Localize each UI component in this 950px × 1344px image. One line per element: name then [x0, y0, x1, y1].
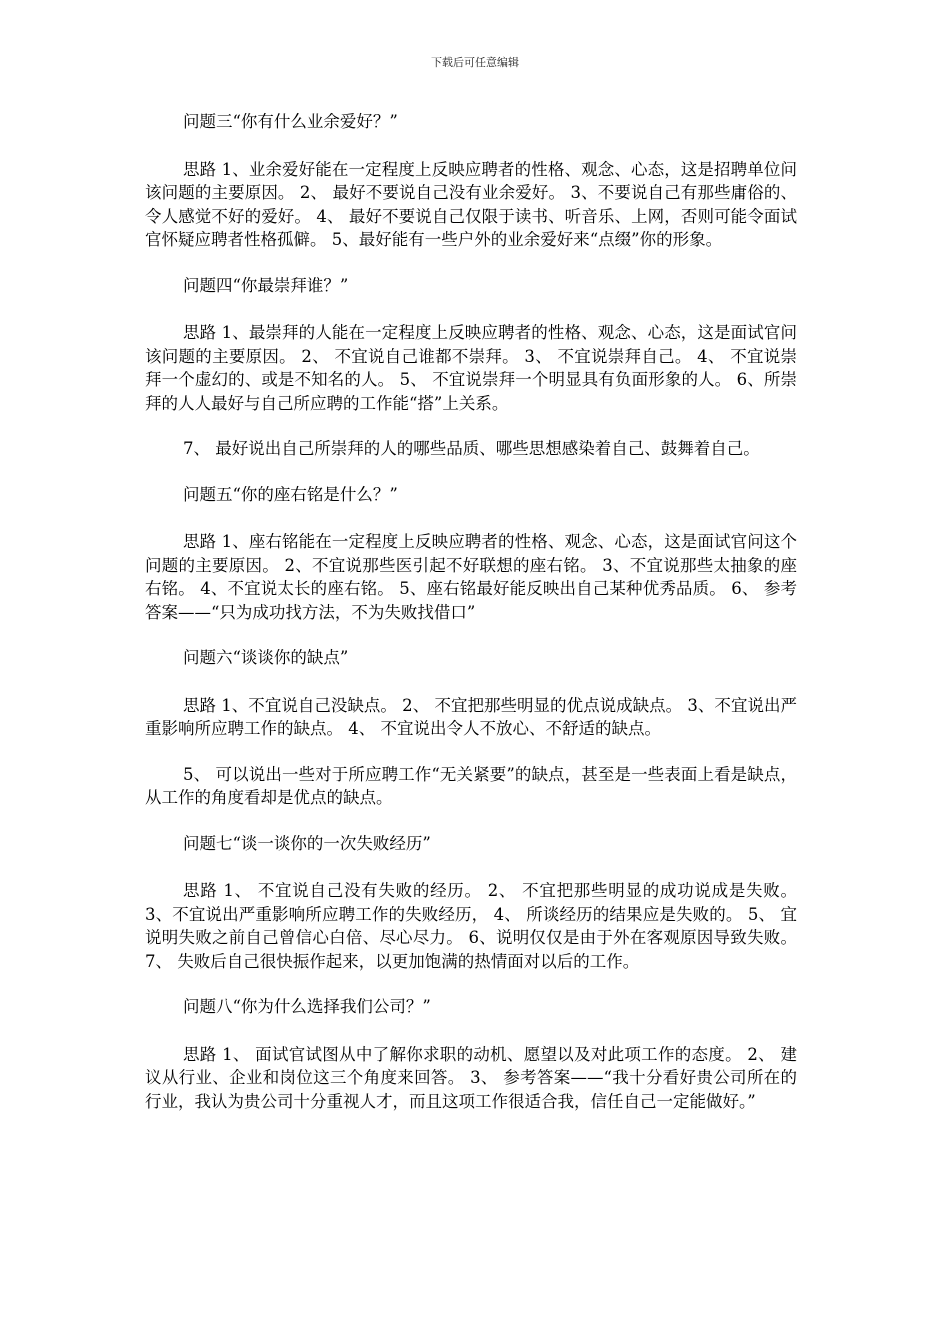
question-4-answer: 思路 1、最崇拜的人能在一定程度上反映应聘者的性格、观念、心态，这是面试官问该问题的主要原因。 2、 不宜说自己谁都不崇拜。 3、 不宜说崇拜自己。 4、 不宜说崇拜一个虚幻的、或是不知名的人。 5、 不宜说崇拜一个明显具有负面形象的人。 6、所崇拜的人人最好与自己所应聘的工作能“搭”上关系。: [145, 323, 797, 413]
question-8-heading: 问题八“你为什么选择我们公司？”: [183, 997, 431, 1016]
question-7-heading: 问题七“谈一谈你的一次失败经历”: [183, 833, 431, 853]
question-5-heading: 问题五“你的座右铭是什么？”: [183, 484, 398, 504]
page-header: 下载后可任意编辑: [431, 56, 519, 69]
question-6-answer-continued: 5、 可以说出一些对于所应聘工作“无关紧要”的缺点，甚至是一些表面上看是缺点，从工作的角度看却是优点的缺点。: [145, 764, 797, 807]
question-5-answer: 思路 1、座右铭能在一定程度上反映应聘者的性格、观念、心态，这是面试官问这个问题的主要原因。 2、不宜说那些医引起不好联想的座右铭。 3、不宜说那些太抽象的座右铭。 4、不宜说太长的座右铭。 5、座右铭最好能反映出自己某种优秀品质。 6、 参考答案——“只为成功找方法，不为失败找借口”: [145, 532, 797, 622]
question-8-answer: 思路 1、 面试官试图从中了解你求职的动机、愿望以及对此项工作的态度。 2、 建议从行业、企业和岗位这三个角度来回答。 3、 参考答案——“我十分看好贵公司所在的行业，我认为贵公司十分重视人才，而且这项工作很适合我，信任自己一定能做好。”: [145, 1044, 797, 1111]
question-6-heading: 问题六“谈谈你的缺点”: [183, 648, 349, 667]
document-body: [145, 110, 797, 1135]
question-3-heading: 问题三“你有什么业余爱好？”: [183, 112, 398, 131]
question-3-answer: 思路 1、业余爱好能在一定程度上反映应聘者的性格、观念、心态，这是招聘单位问该问题的主要原因。 2、 最好不要说自己没有业余爱好。 3、不要说自己有那些庸俗的、令人感觉不好的爱好。 4、 最好不要说自己仅限于读书、听音乐、上网，否则可能令面试官怀疑应聘者性格孤僻。 5、最好能有一些户外的业余爱好来“点缀”你的形象。: [145, 159, 797, 249]
question-6-answer: 思路 1、不宜说自己没缺点。 2、 不宜把那些明显的优点说成缺点。 3、不宜说出严重影响所应聘工作的缺点。 4、 不宜说出令人不放心、不舒适的缺点。: [145, 695, 797, 738]
question-4-answer-continued: 7、 最好说出自己所崇拜的人的哪些品质、哪些思想感染着自己、鼓舞着自己。: [183, 439, 760, 458]
question-7-answer: 思路 1、 不宜说自己没有失败的经历。 2、 不宜把那些明显的成功说成是失败。 3、不宜说出严重影响所应聘工作的失败经历， 4、 所谈经历的结果应是失败的。 5、 宜说明失败之前自己曾信心白倍、尽心尽力。 6、说明仅仅是由于外在客观原因导致失败。 7、 失败后自己很快振作起来，以更加饱满的热情面对以后的工作。: [145, 881, 797, 971]
question-4-heading: 问题四“你最崇拜谁？”: [183, 275, 349, 295]
